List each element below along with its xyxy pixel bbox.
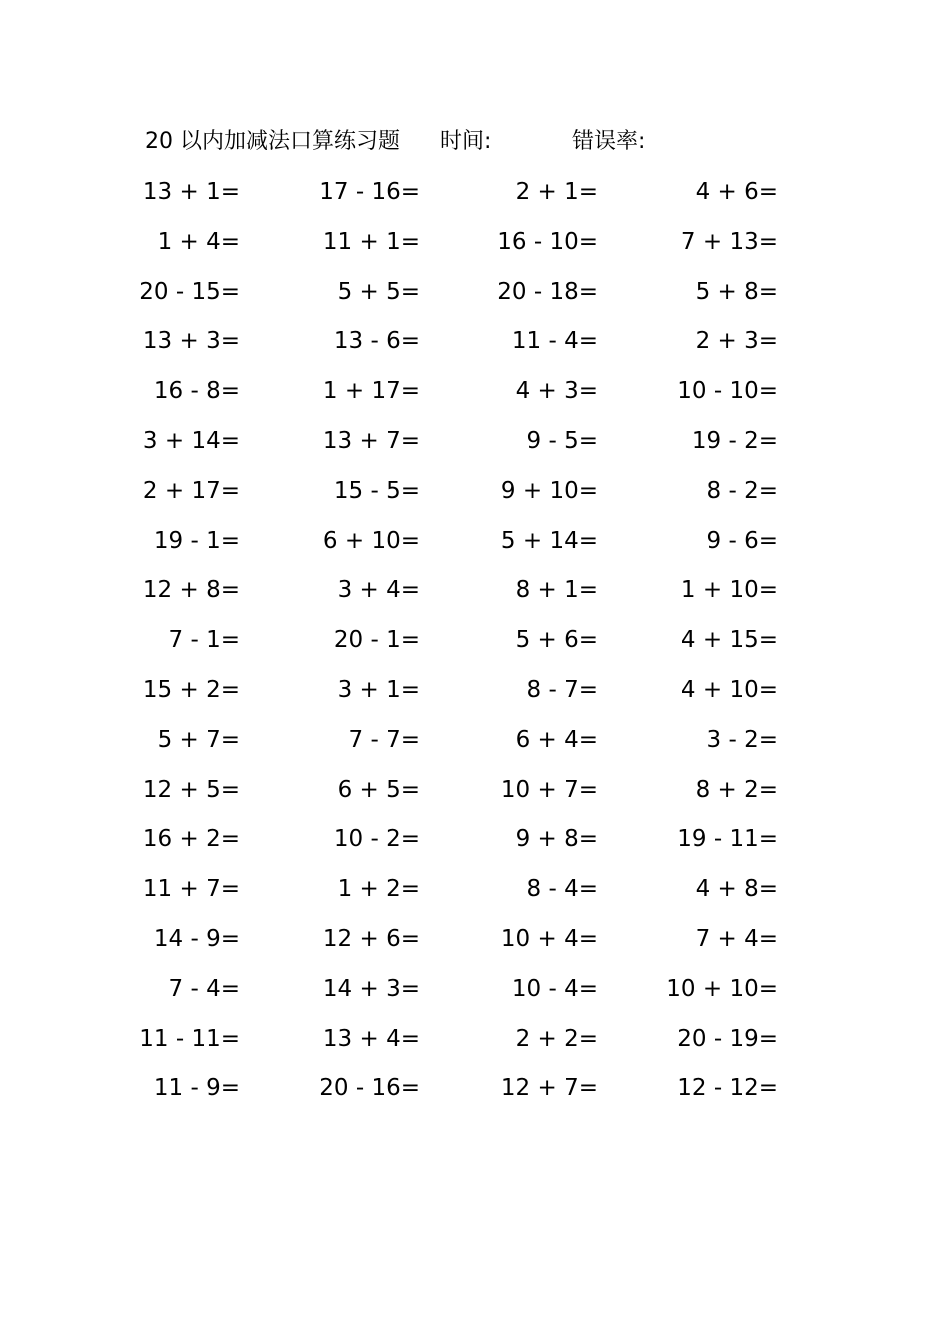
math-problem: 4 + 8= bbox=[695, 876, 778, 903]
math-problem: 14 - 9= bbox=[153, 925, 240, 952]
problem-row bbox=[0, 421, 950, 471]
math-problem: 11 - 9= bbox=[153, 1075, 240, 1102]
math-problem: 7 + 13= bbox=[680, 228, 778, 255]
math-problem: 7 + 4= bbox=[695, 925, 778, 952]
math-problem: 4 + 6= bbox=[695, 179, 778, 205]
problem-row bbox=[0, 620, 950, 670]
error-rate-label: 错误率: bbox=[572, 129, 646, 154]
math-problem: 3 + 4= bbox=[337, 577, 420, 604]
math-problem: 10 - 4= bbox=[511, 975, 598, 1002]
worksheet-header bbox=[0, 124, 950, 160]
problem-row bbox=[0, 321, 950, 371]
problem-grid bbox=[0, 172, 950, 1118]
math-problem: 5 + 6= bbox=[515, 627, 598, 654]
math-problem: 8 - 7= bbox=[526, 676, 598, 703]
problem-row bbox=[0, 570, 950, 620]
problem-row bbox=[0, 670, 950, 720]
math-problem: 1 + 17= bbox=[322, 378, 420, 405]
math-problem: 12 + 8= bbox=[142, 577, 240, 604]
math-problem: 5 + 8= bbox=[695, 278, 778, 305]
problem-row bbox=[0, 1019, 950, 1069]
math-problem: 9 - 6= bbox=[706, 527, 778, 554]
math-problem: 11 - 11= bbox=[139, 1025, 240, 1052]
math-problem: 2 + 2= bbox=[515, 1025, 598, 1052]
math-problem: 19 - 1= bbox=[153, 527, 240, 554]
math-problem: 13 + 7= bbox=[322, 427, 420, 454]
math-problem: 4 + 3= bbox=[515, 378, 598, 405]
problem-row bbox=[0, 819, 950, 869]
math-problem: 8 + 1= bbox=[515, 577, 598, 604]
math-problem: 12 + 6= bbox=[322, 925, 420, 952]
math-problem: 20 - 19= bbox=[677, 1025, 778, 1052]
math-problem: 8 - 4= bbox=[526, 876, 598, 903]
math-problem: 12 + 7= bbox=[500, 1075, 598, 1102]
math-problem: 12 + 5= bbox=[142, 776, 240, 803]
math-problem: 16 + 2= bbox=[142, 826, 240, 853]
math-problem: 2 + 3= bbox=[695, 328, 778, 355]
math-problem: 16 - 10= bbox=[497, 228, 598, 255]
time-label: 时间: bbox=[440, 129, 492, 154]
math-problem: 20 - 1= bbox=[333, 627, 420, 654]
problem-row bbox=[0, 720, 950, 770]
math-problem: 11 - 4= bbox=[511, 328, 598, 355]
math-problem: 19 - 11= bbox=[677, 826, 778, 853]
problem-row bbox=[0, 172, 950, 222]
math-problem: 20 - 15= bbox=[139, 278, 240, 305]
math-problem: 10 - 10= bbox=[677, 378, 778, 405]
math-problem: 12 - 12= bbox=[677, 1075, 778, 1102]
math-problem: 9 + 10= bbox=[500, 477, 598, 504]
problem-row bbox=[0, 770, 950, 820]
math-problem: 13 + 4= bbox=[322, 1025, 420, 1052]
problem-row bbox=[0, 869, 950, 919]
math-problem: 5 + 14= bbox=[500, 527, 598, 554]
math-problem: 8 - 2= bbox=[706, 477, 778, 504]
problem-row bbox=[0, 471, 950, 521]
math-problem: 13 + 3= bbox=[142, 328, 240, 355]
math-problem: 4 + 10= bbox=[680, 676, 778, 703]
math-problem: 3 - 2= bbox=[706, 726, 778, 753]
math-problem: 5 + 7= bbox=[157, 726, 240, 753]
problem-row bbox=[0, 371, 950, 421]
math-problem: 15 + 2= bbox=[142, 676, 240, 703]
math-problem: 2 + 17= bbox=[142, 477, 240, 504]
math-problem: 16 - 8= bbox=[153, 378, 240, 405]
math-problem: 1 + 4= bbox=[157, 228, 240, 255]
problem-row bbox=[0, 272, 950, 322]
math-problem: 20 - 16= bbox=[319, 1075, 420, 1102]
math-problem: 2 + 1= bbox=[515, 179, 598, 205]
math-problem: 15 - 5= bbox=[333, 477, 420, 504]
math-problem: 7 - 7= bbox=[348, 726, 420, 753]
math-problem: 7 - 1= bbox=[168, 627, 240, 654]
math-problem: 9 + 8= bbox=[515, 826, 598, 853]
math-problem: 13 + 1= bbox=[142, 179, 240, 205]
math-problem: 5 + 5= bbox=[337, 278, 420, 305]
math-problem: 11 + 1= bbox=[322, 228, 420, 255]
problem-row bbox=[0, 521, 950, 571]
math-problem: 3 + 1= bbox=[337, 676, 420, 703]
math-problem: 1 + 2= bbox=[337, 876, 420, 903]
math-problem: 17 - 16= bbox=[319, 179, 420, 205]
math-problem: 6 + 4= bbox=[515, 726, 598, 753]
math-problem: 10 - 2= bbox=[333, 826, 420, 853]
math-problem: 7 - 4= bbox=[168, 975, 240, 1002]
math-problem: 13 - 6= bbox=[333, 328, 420, 355]
math-problem: 6 + 10= bbox=[322, 527, 420, 554]
problem-row bbox=[0, 969, 950, 1019]
problem-row bbox=[0, 1068, 950, 1118]
math-problem: 3 + 14= bbox=[142, 427, 240, 454]
math-problem: 10 + 4= bbox=[500, 925, 598, 952]
math-problem: 19 - 2= bbox=[691, 427, 778, 454]
math-problem: 6 + 5= bbox=[337, 776, 420, 803]
math-problem: 10 + 7= bbox=[500, 776, 598, 803]
math-problem: 1 + 10= bbox=[680, 577, 778, 604]
math-problem: 11 + 7= bbox=[142, 876, 240, 903]
math-problem: 8 + 2= bbox=[695, 776, 778, 803]
worksheet-title: 20 以内加减法口算练习题 bbox=[145, 129, 400, 154]
math-problem: 4 + 15= bbox=[680, 627, 778, 654]
math-problem: 14 + 3= bbox=[322, 975, 420, 1002]
math-problem: 20 - 18= bbox=[497, 278, 598, 305]
problem-row bbox=[0, 222, 950, 272]
problem-row bbox=[0, 919, 950, 969]
math-problem: 9 - 5= bbox=[526, 427, 598, 454]
math-problem: 10 + 10= bbox=[666, 975, 778, 1002]
